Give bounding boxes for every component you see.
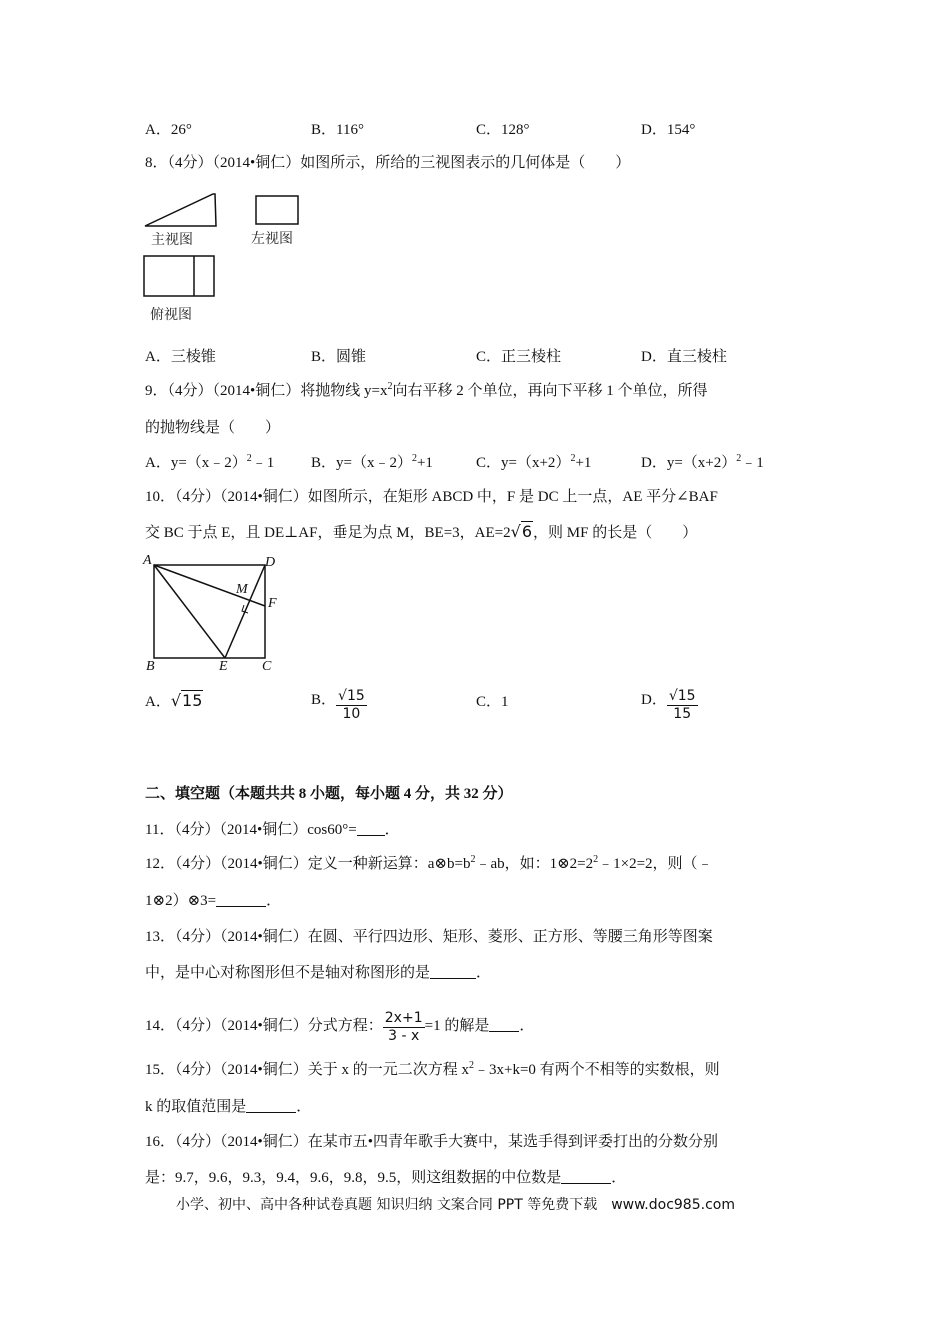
q7-option-c: C．128°: [476, 122, 530, 138]
q9-option-a: A．y=（x﹣2）$^2$﹣1: [145, 453, 275, 471]
segment-ae: [154, 565, 225, 658]
q7-option-d: D．154°: [641, 122, 696, 138]
footer-text: 小学、初中、高中各种试卷真题 知识归纳 文案合同 PPT 等免费下载 www.doc985.com: [176, 1197, 735, 1213]
front-view-label: 主视图: [151, 232, 193, 248]
q7-option-a: A．26°: [145, 122, 192, 138]
side-view-rectangle: [256, 196, 298, 224]
top-view-label: 俯视图: [150, 307, 192, 323]
q16-line1: 16．（4分）（2014•铜仁）在某市五•四青年歌手大赛中，某选手得到评委打出的分数分别: [145, 1134, 719, 1150]
vertex-a-label: A: [143, 553, 152, 568]
vertex-d-label: D: [265, 555, 276, 570]
vertex-c-label: C: [262, 659, 272, 674]
top-view-rectangle: [144, 256, 214, 296]
q8-option-b: B．圆锥: [311, 349, 367, 365]
q9-option-b: B．y=（x﹣2）$^2$+1: [311, 453, 433, 471]
q15-line2: k 的取值范围是 ．: [145, 1099, 312, 1115]
q8-option-a: A．三棱锥: [145, 349, 216, 365]
side-view-label: 左视图: [251, 231, 293, 247]
q10-option-c: C．1: [476, 694, 509, 710]
q13-line1: 13．（4分）（2014•铜仁）在圆、平行四边形、矩形、菱形、正方形、等腰三角形等图案: [145, 929, 713, 945]
q10-stem-line2: 交 BC 于点 E，且 DE⊥AF，垂足为点 M，BE=3，AE=2√6，则 MF 的长是（ ）: [145, 522, 698, 541]
q8-option-d: D．直三棱柱: [641, 349, 727, 365]
q9-option-c: C．$y=(x+2)^2+1$: [476, 453, 592, 471]
segment-af: [154, 565, 265, 606]
rectangle-abcd: [154, 565, 265, 658]
q12-line1: 12．（4分）（2014•铜仁）定义一种新运算：$a\otimes b=b^2﹣ab$，如：$1\otimes 2=2^2﹣1\times 2=2$，则（﹣: [145, 854, 713, 872]
sqrt-6: √6: [510, 522, 533, 541]
q9-option-d: D．$y=(x+2)^2﹣1$: [641, 453, 764, 471]
q14: 14．（4分）（2014•铜仁）分式方程： $\frac{2x+1}{3 - x}$ =1 的解是 ．: [145, 1010, 535, 1044]
vertex-b-label: B: [146, 659, 155, 674]
section-title: 二、填空题（本题共共 8 小题，每小题 4 分，共 32 分）: [145, 786, 513, 802]
q9-stem-line1: 9．（4分）（2014•铜仁）将抛物线 $y=x^2$向右平移 2 个单位，再向下平移 1 个单位，所得: [145, 381, 708, 399]
q7-option-b: B．116°: [311, 122, 364, 138]
q10-stem-line1: 10．（4分）（2014•铜仁）如图所示，在矩形 ABCD 中，F 是 DC 上一点，AE 平分∠BAF: [145, 489, 718, 505]
q16-line2: 是：9.7，9.6，9.3，9.4，9.6，9.8，9.5，则这组数据的中位数是 ．: [145, 1170, 627, 1186]
q9-stem-line2: 的抛物线是（ ）: [145, 420, 281, 436]
point-f-label: F: [268, 596, 277, 611]
q12-line2: 1⊗2）⊗3= ．: [145, 893, 282, 909]
q10-option-b: B． $\frac{√15}{10}$: [311, 688, 365, 722]
q15-line1: 15．（4分）（2014•铜仁）关于 x 的一元二次方程 $x^2﹣3x+k=0$ 有两个不相等的实数根，则: [145, 1060, 720, 1078]
q8-stem: 8．（4分）（2014•铜仁）如图所示，所给的三视图表示的几何体是（ ）: [145, 155, 631, 171]
point-e-label: E: [219, 659, 228, 674]
q10-option-d: D． $\frac{√15}{15}$: [641, 688, 696, 722]
q10-option-a: A．√15: [145, 691, 203, 710]
q13-line2: 中，是中心对称图形但不是轴对称图形的是 ．: [145, 965, 492, 981]
q11: 11．（4分）（2014•铜仁）cos60°= ．: [145, 822, 400, 838]
front-view-triangle: [145, 194, 216, 226]
q8-option-c: C．正三棱柱: [476, 349, 562, 365]
point-m-label: M: [236, 582, 248, 597]
